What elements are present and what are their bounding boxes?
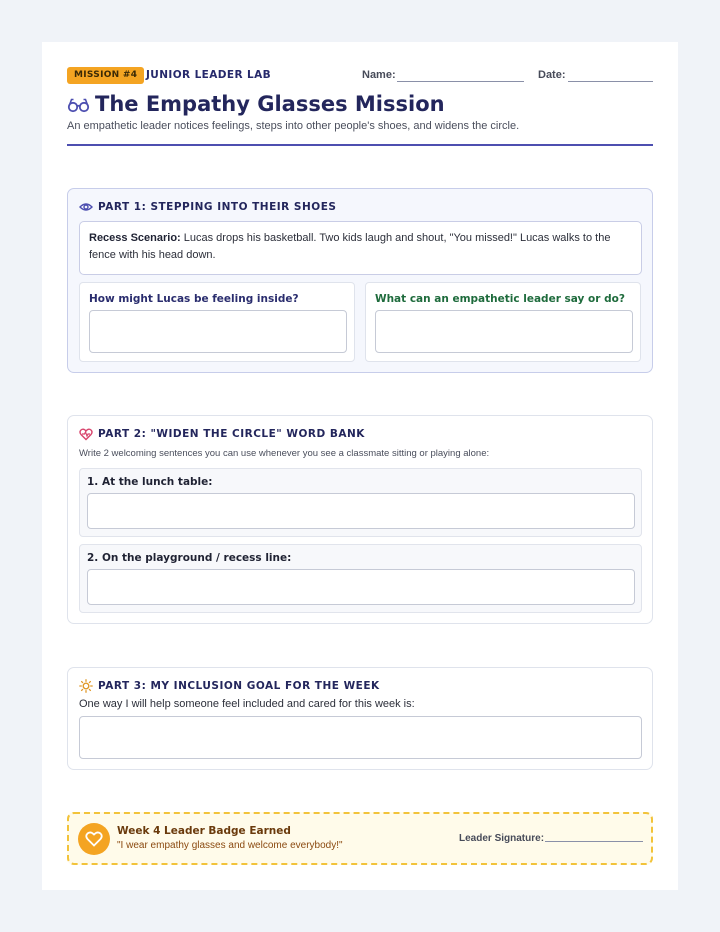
lunch-table-slot [79, 468, 642, 537]
mission-tag: MISSION #4 [67, 67, 144, 84]
heart-icon [85, 831, 103, 847]
lab-name: JUNIOR LEADER LAB [146, 69, 272, 81]
playground-slot [79, 544, 642, 613]
signature-field[interactable] [545, 841, 643, 842]
title-divider [67, 144, 653, 146]
feeling-question-label: How might Lucas be feeling inside? [89, 293, 299, 305]
worksheet [42, 42, 678, 890]
page-subtitle: An empathetic leader notices feelings, steps into other people's shoes, and widens the circle. [67, 120, 520, 132]
glasses-icon [67, 97, 91, 113]
part1-title: PART 1: STEPPING INTO THEIR SHOES [98, 201, 337, 213]
part3-title: PART 3: MY INCLUSION GOAL FOR THE WEEK [98, 680, 380, 692]
part2-card [67, 415, 653, 624]
part3-prompt: One way I will help someone feel included and cared for this week is: [79, 698, 415, 710]
date-field[interactable] [568, 81, 653, 82]
leader-action-answer-field[interactable] [375, 310, 633, 353]
date-label: Date: [538, 69, 566, 81]
leader-action-question-box [365, 282, 641, 362]
part3-card [67, 667, 653, 770]
part2-title: PART 2: "WIDEN THE CIRCLE" WORD BANK [98, 428, 365, 440]
badge-title: Week 4 Leader Badge Earned [117, 825, 291, 837]
name-field[interactable] [397, 81, 524, 82]
feeling-answer-field[interactable] [89, 310, 347, 353]
signature-label: Leader Signature: [459, 833, 545, 844]
playground-label: 2. On the playground / recess line: [87, 552, 292, 564]
eye-icon [79, 200, 93, 214]
badge-quote: "I wear empathy glasses and welcome everybody!" [117, 840, 343, 851]
name-label: Name: [362, 69, 396, 81]
page-title: The Empathy Glasses Mission [95, 92, 445, 116]
part1-card [67, 188, 653, 373]
lunch-table-answer-field[interactable] [87, 493, 635, 529]
feeling-question-box [79, 282, 355, 362]
inclusion-goal-answer-field[interactable] [79, 716, 642, 759]
scenario-text: Lucas drops his basketball. Two kids laugh and shout, "You missed!" Lucas walks to the fence with his head down. [89, 232, 611, 261]
leader-badge [67, 812, 653, 865]
scenario-label: Recess Scenario: [89, 232, 181, 244]
heart-pulse-icon [79, 427, 93, 441]
scenario-box [79, 221, 642, 275]
leader-action-question-label: What can an empathetic leader say or do? [375, 293, 625, 305]
badge-emblem [78, 823, 110, 855]
header-row [67, 67, 653, 85]
sun-icon [79, 679, 93, 693]
lunch-table-label: 1. At the lunch table: [87, 476, 213, 488]
playground-answer-field[interactable] [87, 569, 635, 605]
part2-instructions: Write 2 welcoming sentences you can use whenever you see a classmate sitting or playing alone: [79, 448, 490, 459]
